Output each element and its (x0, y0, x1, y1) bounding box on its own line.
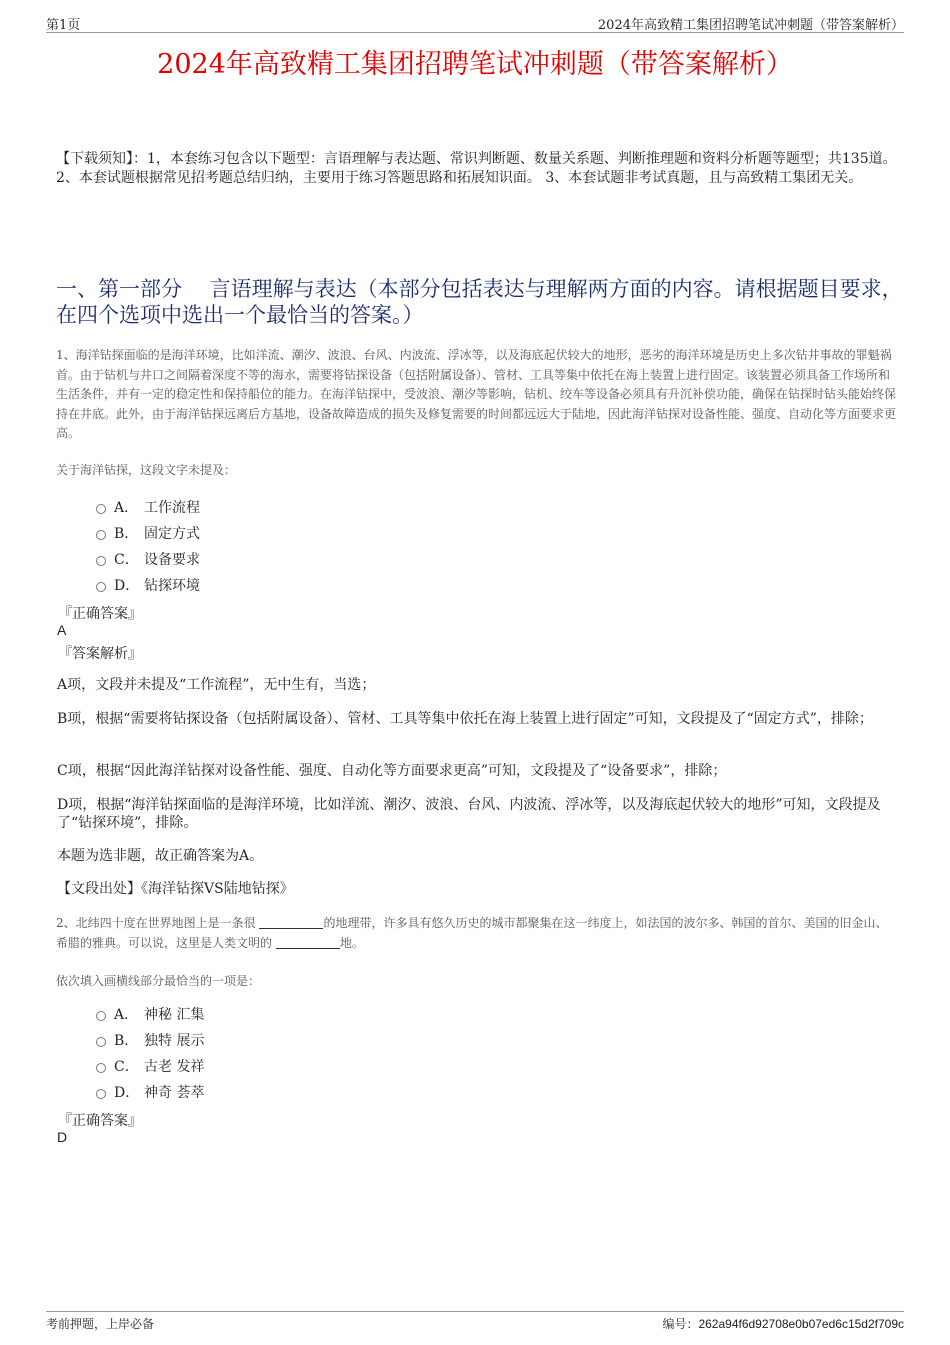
question-1-text: 1、海洋钻探面临的是海洋环境，比如洋流、潮汐、波浪、台风、内波流、浮冰等，以及海底起伏较大的地形，恶劣的海洋环境是历史上多次钻井事故的罪魁祸首。由于钻机与井口之间隔着深度不等的海水，需要将钻探设备（包括附属设备）、管材、工具等集中依托在海上装置上进行固定。该装置必须具备工作场所和生活条件，并有一定的稳定性和保持船位的能力。在海洋钻探中，受波浪、潮汐等影响，钻机、绞车等设备必须具有升沉补偿功能，确保在钻探时钻头能始终保持在井底。此外，由于海洋钻探远离后方基地，设备故障造成的损失及修复需要的时间都远远大于陆地，因此海洋钻探对设备性能、强度、自动化等方面要求更高。 (56, 348, 897, 440)
radio-icon[interactable] (96, 1011, 106, 1021)
fill-blank (259, 916, 323, 929)
analysis-line: C项，根据“因此海洋钻探对设备性能、强度、自动化等方面要求更高”可知，文段提及了“设备要求”，排除； (57, 763, 727, 779)
question-1-option-b[interactable]: B． 固定方式 (96, 523, 200, 543)
footer-slogan: 考前押题，上岸必备 (46, 1317, 155, 1331)
header-doc-title: 2024年高致精工集团招聘笔试冲刺题（带答案解析） (597, 18, 904, 33)
question-2-answer-label: 『正确答案』 (58, 1113, 142, 1129)
footer-code: 编号：262a94f6d92708e0b07ed6c15d2f709c (662, 1317, 904, 1331)
analysis-line: D项，根据“海洋钻探面临的是海洋环境，比如洋流、潮汐、波浪、台风、内波流、浮冰等，以及海底起伏较大的地形”可知，文段提及了“钻探环境”，排除。 (57, 797, 881, 831)
question-1-answer-label: 『正确答案』 (58, 606, 142, 622)
source-note: 【文段出处】《海洋钻探VS陆地钻探》 (57, 881, 294, 897)
analysis-line: 本题为选非题，故正确答案为A。 (57, 848, 264, 864)
download-notice: 【下载须知】：1，本套练习包含以下题型：言语理解与表达题、常识判断题、数量关系题、判断推理题和资料分析题等题型；共135道。 2、本套试题根据常见招考题总结归纳，主要用于练习答题思路和拓展知识面。 3、本套试题非考试真题，且与高致精工集团无关。 (56, 151, 897, 186)
analysis-line: A项，文段并未提及“工作流程”，无中生有，当选； (57, 677, 376, 693)
question-2-answer: D (57, 1129, 68, 1145)
radio-icon[interactable] (96, 504, 106, 514)
question-1-answer: A (57, 622, 67, 638)
question-1-prompt: 关于海洋钻探，这段文字未提及： (56, 463, 237, 477)
question-2-option-d[interactable]: D． 神奇 荟萃 (96, 1082, 204, 1102)
question-2-prompt: 依次填入画横线部分最恰当的一项是： (56, 974, 261, 988)
question-2-option-a[interactable]: A． 神秘 汇集 (96, 1004, 204, 1024)
radio-icon[interactable] (96, 556, 106, 566)
radio-icon[interactable] (96, 582, 106, 592)
radio-icon[interactable] (96, 1037, 106, 1047)
document-title: 2024年高致精工集团招聘笔试冲刺题（带答案解析） (157, 49, 793, 80)
page-number: 第1页 (46, 18, 81, 33)
page-footer (46, 1311, 904, 1332)
question-1-option-d[interactable]: D． 钻探环境 (96, 575, 200, 595)
fill-blank (276, 936, 340, 949)
section-title: 一、第一部分 言语理解与表达（本部分包括表达与理解两方面的内容。请根据题目要求，在四个选项中选出一个最恰当的答案。） (56, 277, 903, 327)
question-1-analysis-label: 『答案解析』 (58, 646, 142, 662)
radio-icon[interactable] (96, 530, 106, 540)
question-2-option-c[interactable]: C． 古老 发祥 (96, 1056, 204, 1076)
analysis-line: B项，根据“需要将钻探设备（包括附属设备）、管材、工具等集中依托在海上装置上进行固定”可知，文段提及了“固定方式”，排除； (57, 711, 873, 727)
radio-icon[interactable] (96, 1063, 106, 1073)
question-1-option-c[interactable]: C． 设备要求 (96, 549, 200, 569)
page-header (46, 14, 904, 33)
radio-icon[interactable] (96, 1089, 106, 1099)
question-1-option-a[interactable]: A． 工作流程 (96, 497, 200, 517)
question-2-option-b[interactable]: B． 独特 展示 (96, 1030, 204, 1050)
question-2-text: 2、北纬四十度在世界地图上是一条很 的地理带，许多具有悠久历史的城市都聚集在这一纬度上，如法国的波尔多、韩国的首尔、美国的旧金山、希腊的雅典。可以说，这里是人类文明的 地。 (56, 916, 888, 950)
